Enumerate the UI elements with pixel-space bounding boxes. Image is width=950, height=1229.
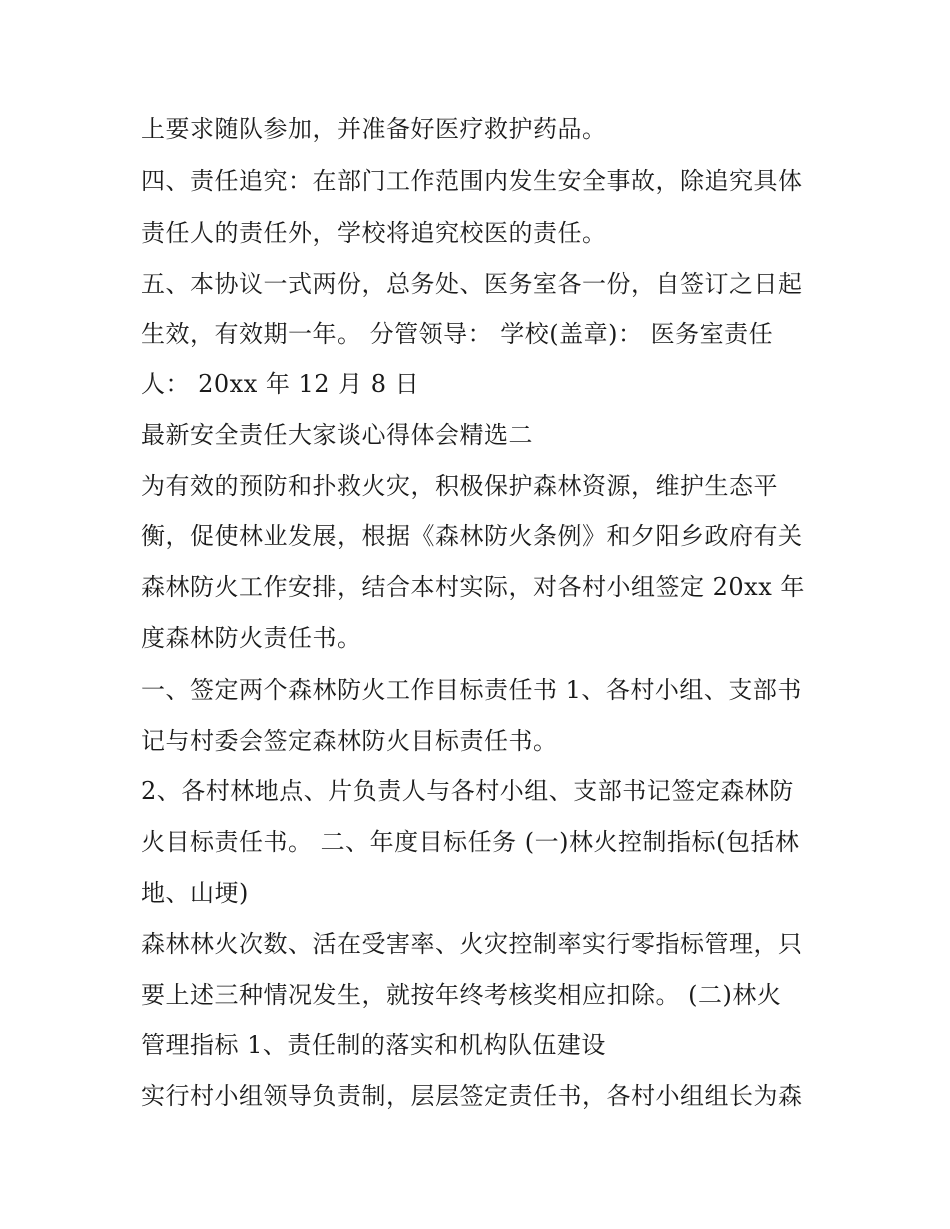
text-line: 记与村委会签定森林防火目标责任书。 xyxy=(141,727,558,755)
text-line: 生效，有效期一年。 分管领导： 学校(盖章)： 医务室责任 xyxy=(141,320,774,348)
text-line: 为有效的预防和扑救火灾，积极保护森林资源，维护生态平 xyxy=(141,472,778,500)
text-line: 2、各村林地点、片负责人与各村小组、支部书记签定森林防 xyxy=(141,777,794,805)
text-line: 责任人的责任外，学校将追究校医的责任。 xyxy=(141,219,607,247)
text-line: 火目标责任书。 二、年度目标任务 (一)林火控制指标(包括林 xyxy=(141,828,800,856)
text-line: 人： 20xx 年 12 月 8 日 xyxy=(141,370,420,398)
text-line: 度森林防火责任书。 xyxy=(141,624,362,652)
text-line: 森林防火工作安排，结合本村实际，对各村小组签定 20xx 年 xyxy=(141,573,805,601)
text-line: 四、责任追究：在部门工作范围内发生安全事故，除追究具体 xyxy=(141,167,803,195)
text-line: 森林林火次数、活在受害率、火灾控制率实行零指标管理，只 xyxy=(141,930,803,958)
text-line: 衡，促使林业发展，根据《森林防火条例》和夕阳乡政府有关 xyxy=(141,522,803,550)
section-heading: 最新安全责任大家谈心得体会精选二 xyxy=(141,421,533,449)
text-line: 实行村小组领导负责制，层层签定责任书，各村小组组长为森 xyxy=(141,1082,803,1110)
text-line: 一、签定两个森林防火工作目标责任书 1、各村小组、支部书 xyxy=(141,676,802,704)
text-line: 五、本协议一式两份，总务处、医务室各一份，自签订之日起 xyxy=(141,270,803,298)
text-line: 管理指标 1、责任制的落实和机构队伍建设 xyxy=(141,1031,606,1059)
text-line: 要上述三种情况发生，就按年终考核奖相应扣除。 (二)林火 xyxy=(141,981,782,1009)
text-line: 地、山埂) xyxy=(141,879,249,907)
text-line: 上要求随队参加，并准备好医疗救护药品。 xyxy=(141,115,607,143)
